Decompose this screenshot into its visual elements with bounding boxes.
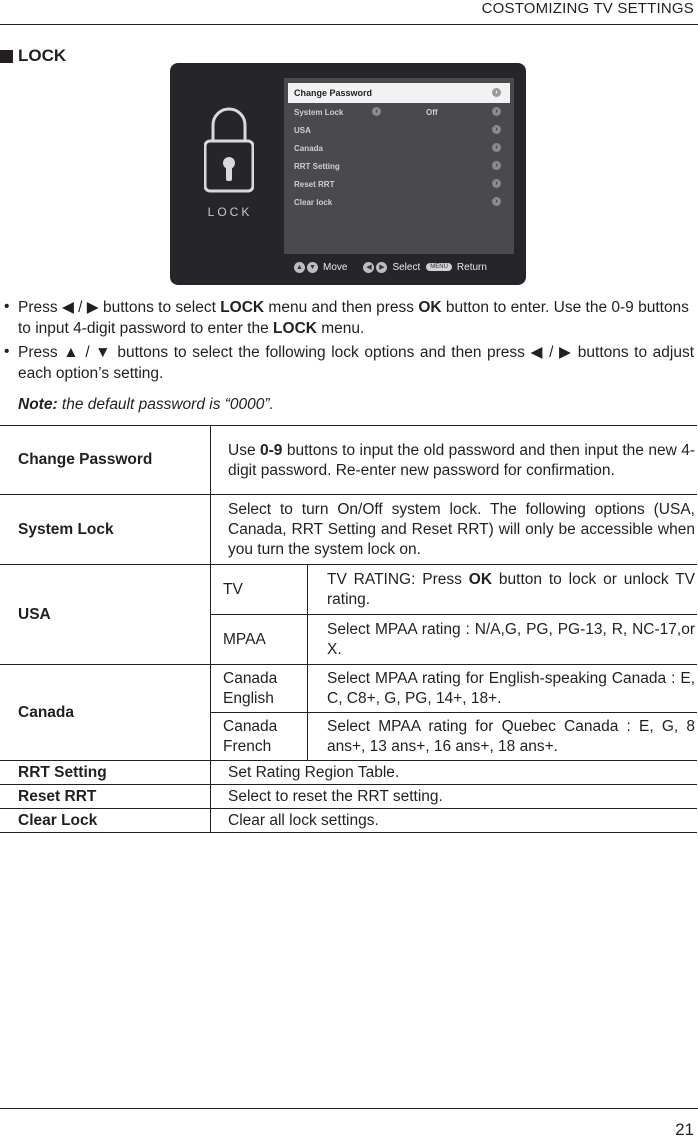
sub-option-description: TV RATING: Press OK button to lock or unlock TV rating. xyxy=(308,565,698,615)
menu-item-label: Clear lock xyxy=(294,197,333,207)
bullet-dot: • xyxy=(4,343,10,360)
instruction-paragraph-1: Press ◀ / ▶ buttons to select LOCK menu and then press OK button to enter. Use the 0-9 buttons to input 4-digit password to enter the LOCK menu. xyxy=(18,299,689,337)
menu-item-label: USA xyxy=(294,125,311,135)
sub-option-description: Select MPAA rating for Quebec Canada : E, G, 8 ans+, 13 ans+, 16 ans+, 18 ans+. xyxy=(308,713,698,761)
chevron-right-icon: › xyxy=(492,125,501,134)
menu-item-label: System Lock xyxy=(294,107,344,117)
sub-option-description: Select MPAA rating : N/A,G, PG, PG-13, R, NC-17,or X. xyxy=(308,615,698,665)
option-description: Select to turn On/Off system lock. The following options (USA, Canada, RRT Setting and Reset RRT) will only be accessible when you turn the system lock on. xyxy=(211,495,698,565)
menu-key-icon: MENU xyxy=(426,263,452,271)
menu-item-change-password[interactable] xyxy=(288,83,510,103)
menu-item-reset-rrt[interactable] xyxy=(288,175,510,193)
chevron-right-icon: › xyxy=(492,197,501,206)
down-button-icon: ▼ xyxy=(307,262,318,273)
table-row xyxy=(0,809,697,833)
section-title: LOCK xyxy=(18,46,67,65)
option-name: RRT Setting xyxy=(0,761,211,785)
sub-option-name: Canada English xyxy=(211,665,308,713)
sub-option-description: Select MPAA rating for English-speaking Canada : E, C, C8+, G, PG, 14+, 18+. xyxy=(308,665,698,713)
left-button-icon: ◀ xyxy=(363,262,374,273)
sub-option-name: Canada French xyxy=(211,713,308,761)
square-bullet-icon xyxy=(0,50,13,63)
note-label: Note: xyxy=(18,396,58,413)
left-right-arrows-icon: ◀ / ▶ xyxy=(61,299,99,316)
option-name: System Lock xyxy=(0,495,211,565)
section-heading xyxy=(0,46,66,66)
help-select: Select xyxy=(392,261,421,273)
menu-item-clear-lock[interactable] xyxy=(288,193,510,211)
left-right-arrows-icon: ◀ / ▶ xyxy=(530,344,573,361)
menu-item-label: Change Password xyxy=(294,88,373,98)
tv-screen-illustration xyxy=(170,63,526,285)
page-number: 21 xyxy=(675,1120,694,1139)
menu-item-label: Canada xyxy=(294,143,323,153)
menu-item-canada[interactable] xyxy=(288,139,510,157)
sub-option-name: TV xyxy=(211,565,308,615)
option-description: Use 0-9 buttons to input the old password and then input the new 4-digit password. Re-enter new password for confirmation. xyxy=(211,426,698,495)
menu-item-label: RRT Setting xyxy=(294,161,340,171)
chevron-right-icon: › xyxy=(492,107,501,116)
instruction-paragraph-2: Press ▲ / ▼ buttons to select the following lock options and then press ◀ / ▶ buttons to adjust each option’s setting. xyxy=(18,344,695,382)
option-name: Clear Lock xyxy=(0,809,211,833)
table-row xyxy=(0,426,697,495)
option-name: Canada xyxy=(0,665,211,761)
footer-divider xyxy=(0,1108,698,1109)
padlock-icon xyxy=(204,101,254,193)
menu-item-usa[interactable] xyxy=(288,121,510,139)
table-row xyxy=(0,495,697,565)
note xyxy=(18,396,274,414)
chevron-right-icon: › xyxy=(492,179,501,188)
up-button-icon: ▲ xyxy=(294,262,305,273)
page-header xyxy=(0,0,698,25)
lock-caption: LOCK xyxy=(207,205,253,219)
bullet-dot: • xyxy=(4,298,10,315)
option-description: Set Rating Region Table. xyxy=(211,761,698,785)
help-move: Move xyxy=(323,261,348,273)
option-name: USA xyxy=(0,565,211,665)
option-name: Reset RRT xyxy=(0,785,211,809)
chevron-left-icon: ‹ xyxy=(372,107,381,116)
chevron-right-icon: › xyxy=(492,143,501,152)
tv-help-bar xyxy=(294,259,524,275)
up-down-arrows-icon: ▲ / ▼ xyxy=(63,344,112,361)
help-return: Return xyxy=(456,261,487,273)
chevron-right-icon: › xyxy=(492,88,501,97)
option-description: Select to reset the RRT setting. xyxy=(211,785,698,809)
table-row xyxy=(0,785,697,809)
header-title: COSTOMIZING TV SETTINGS xyxy=(481,0,694,17)
system-lock-value: Off xyxy=(426,107,438,117)
table-row xyxy=(0,761,697,785)
chevron-right-icon: › xyxy=(492,161,501,170)
table-row xyxy=(0,665,697,713)
note-text: the default password is “0000”. xyxy=(57,396,274,413)
menu-item-rrt-setting[interactable] xyxy=(288,157,510,175)
table-row xyxy=(0,565,697,615)
sub-option-name: MPAA xyxy=(211,615,308,665)
lock-menu xyxy=(284,78,514,254)
lock-options-table xyxy=(0,425,697,833)
menu-item-label: Reset RRT xyxy=(294,179,335,189)
menu-item-system-lock[interactable] xyxy=(288,103,510,121)
option-description: Clear all lock settings. xyxy=(211,809,698,833)
right-button-icon: ▶ xyxy=(376,262,387,273)
option-name: Change Password xyxy=(0,426,211,495)
